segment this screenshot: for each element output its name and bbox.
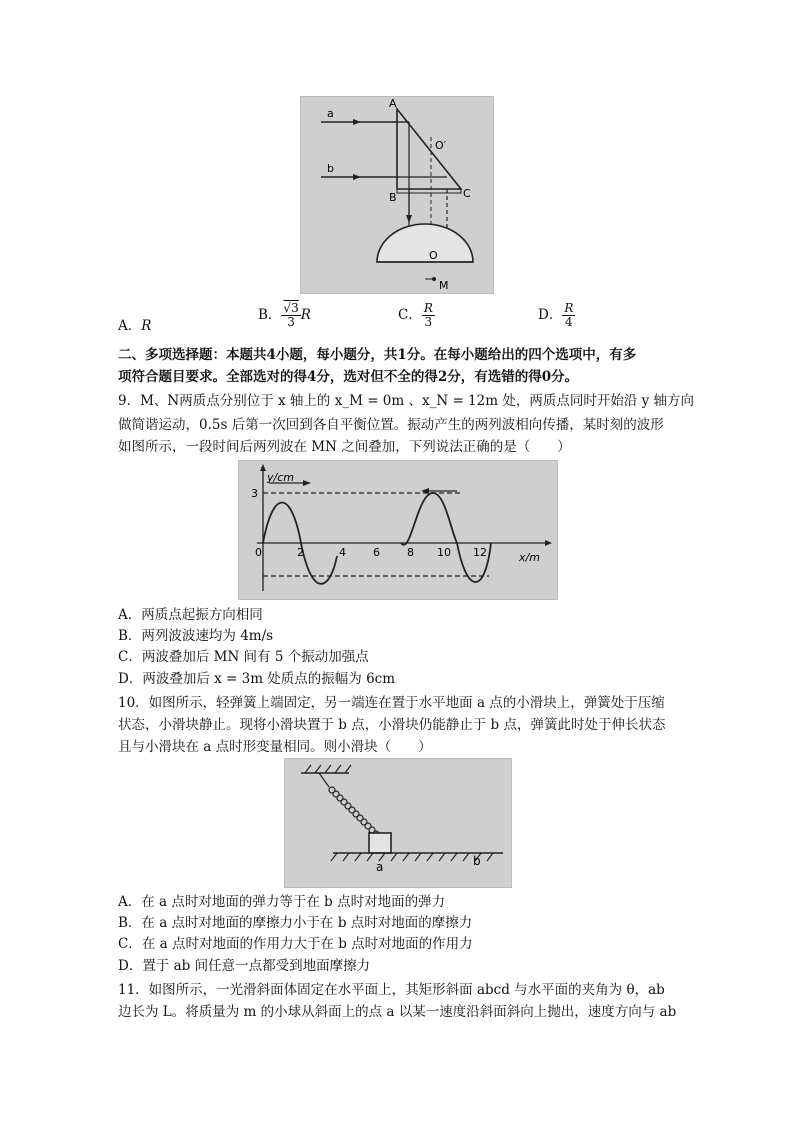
q9-option-b: B．两列波波速均为 4m/s [118, 628, 274, 644]
q10-option-d: D．置于 ab 间任意一点都受到地面摩擦力 [118, 958, 371, 974]
wave-right [401, 493, 491, 582]
label-a: a [376, 860, 384, 874]
q10-line2: 状态，小滑块静止。现将小滑块置于 b 点，小滑块仍能静止于 b 点，弹簧此时处于伸长状态 [118, 717, 666, 733]
prism-figure [300, 96, 494, 294]
spring [319, 773, 379, 837]
label-B: B [389, 191, 397, 204]
q8-option-c: C． $\frac{R}{3}$ [398, 301, 433, 329]
amp-label: 3 [251, 487, 258, 500]
semicircle [377, 224, 473, 262]
tick-10: 10 [437, 546, 451, 559]
q9-option-c: C．两波叠加后 MN 间有 5 个振动加强点 [118, 649, 369, 665]
q10-option-c: C．在 a 点时对地面的作用力大于在 b 点时对地面的作用力 [118, 936, 473, 952]
tick-2: 2 [297, 546, 304, 559]
wave-figure [238, 460, 558, 600]
y-label: y/cm [267, 471, 294, 484]
q9-option-d: D．两波叠加后 x = 3m 处质点的振幅为 6cm [118, 671, 396, 687]
tick-8: 8 [407, 546, 414, 559]
label-b: b [327, 162, 334, 175]
q9-line1: 9．M、N两质点分别位于 x 轴上的 x_M = 0m 、x_N = 12m 处，两质点同时开始沿 y 轴方向 [118, 393, 695, 409]
q11-line1: 11．如图所示，一光滑斜面体固定在水平面上，其矩形斜面 abcd 与水平面的夹角为 θ，ab [118, 982, 665, 998]
arrow-right [303, 480, 311, 486]
slider-block [369, 833, 391, 853]
q8-option-d: D． $\frac{R}{4}$ [538, 301, 574, 329]
q8-option-b: B． $\frac{√3}{3}$ R [258, 301, 311, 329]
q8-option-a: A．R [118, 318, 152, 334]
tick-4: 4 [339, 546, 346, 559]
q9-line2: 做简谐运动，0.5s 后第一次回到各自平衡位置。振动产生的两列波相向传播，某时刻的波形 [118, 417, 664, 433]
label-a: a [327, 107, 334, 120]
section2-line2: 项符合题目要求。全部选对的得4分，选对但不全的得2分，有选错的得0分。 [118, 369, 579, 385]
label-O: O [429, 249, 438, 262]
q10-line3: 且与小滑块在 a 点时形变量相同。则小滑块（ ） [118, 739, 432, 755]
label-M: M [439, 279, 449, 292]
q9-line3: 如图所示，一段时间后两列波在 MN 之间叠加，下列说法正确的是（ ） [118, 439, 571, 455]
label-C: C [463, 187, 471, 200]
x-label: x/m [519, 551, 540, 564]
label-O-prime: O′ [435, 139, 447, 152]
q10-line1: 10．如图所示，轻弹簧上端固定，另一端连在置于水平地面 a 点的小滑块上，弹簧处于压缩 [118, 695, 665, 711]
tick-6: 6 [373, 546, 380, 559]
tick-12: 12 [473, 546, 487, 559]
q10-option-b: B．在 a 点时对地面的摩擦力小于在 b 点时对地面的摩擦力 [118, 915, 473, 931]
q11-line2: 边长为 L。将质量为 m 的小球从斜面上的点 a 以某一速度沿斜面斜向上抛出，速度方向与 ab [118, 1004, 677, 1020]
label-A: A [389, 97, 397, 110]
label-b: b [473, 854, 481, 868]
tick-0: 0 [255, 546, 262, 559]
q9-option-a: A．两质点起振方向相同 [118, 607, 263, 623]
q10-option-a: A．在 a 点时对地面的弹力等于在 b 点时对地面的弹力 [118, 894, 446, 910]
section2-line1: 二、多项选择题：本题共4小题，每小题分，共1分。在每小题给出的四个选项中，有多 [118, 347, 637, 363]
spring-figure [284, 758, 512, 888]
